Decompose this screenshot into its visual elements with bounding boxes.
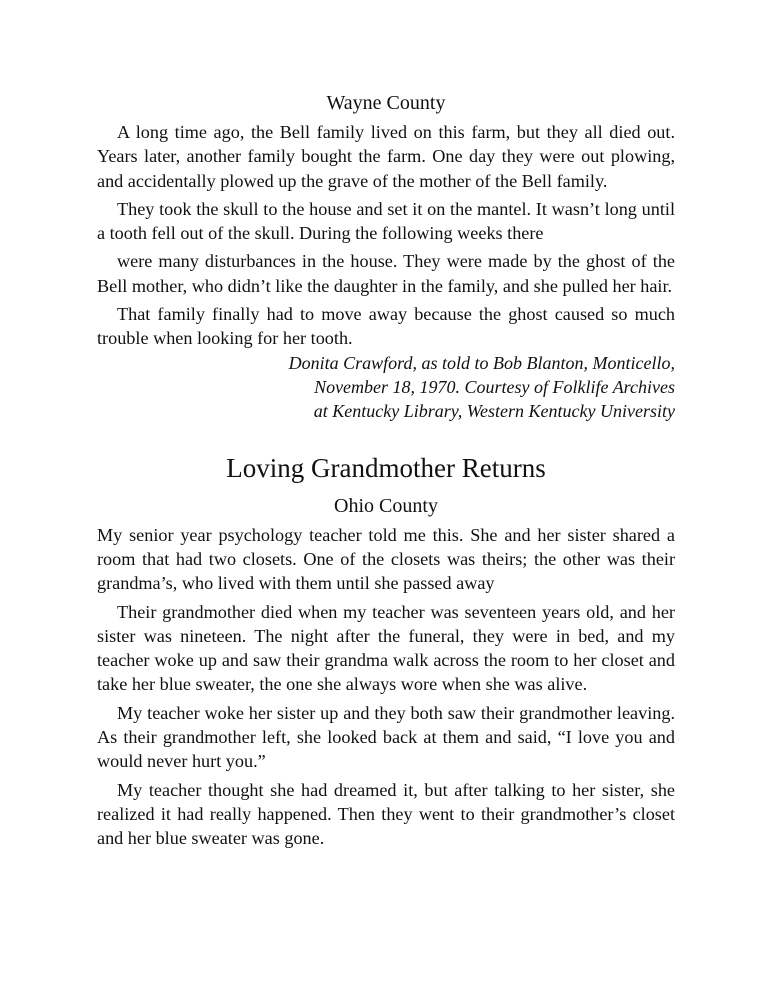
attribution-line-3: at Kentucky Library, Western Kentucky University bbox=[313, 400, 675, 421]
story2-title: Loving Grandmother Returns bbox=[226, 452, 546, 483]
attribution-line-2: November 18, 1970. Courtesy of Folklife Archives bbox=[314, 376, 675, 397]
story1-paragraph-3: were many disturbances in the house. They were made by the ghost of the Bell mother, who didn’t like the daughter in the family, and she pulled her hair. bbox=[97, 251, 675, 296]
story2-paragraph-1: My senior year psychology teacher told me this. She and her sister shared a room that had two closets. One of the closets was theirs; the other was their grandma’s, who lived with them until she passed away bbox=[97, 524, 675, 594]
story1-county-heading: Wayne County bbox=[326, 92, 446, 114]
story2-county-heading: Ohio County bbox=[334, 494, 438, 517]
story1-paragraph-4: That family finally had to move away because the ghost caused so much trouble when looking for her tooth. bbox=[97, 304, 675, 349]
story1-attribution bbox=[97, 351, 675, 423]
story2-paragraph-2: Their grandmother died when my teacher was seventeen years old, and her sister was nineteen. The night after the funeral, they were in bed, and my teacher woke up and saw their grandma walk across the room to her closet and take her blue sweater, the one she always wore when she was alive. bbox=[97, 601, 675, 695]
attribution-line-1: Donita Crawford, as told to Bob Blanton, Monticello, bbox=[288, 352, 675, 373]
story1-paragraph-2: They took the skull to the house and set it on the mantel. It wasn’t long until a tooth fell out of the skull. During the following weeks there bbox=[97, 198, 675, 244]
story2-paragraph-3: My teacher woke her sister up and they both saw their grandmother leaving. As their grandmother left, she looked back at them and said, “I love you and would never hurt you.” bbox=[97, 702, 675, 772]
story1-paragraph-1: A long time ago, the Bell family lived on this farm, but they all died out. Years later, another family bought the farm. One day they were out plowing, and accidentally plowed up the grave of the mother of the Bell family. bbox=[97, 122, 675, 191]
document-page bbox=[97, 88, 675, 851]
story2-paragraph-4: My teacher thought she had dreamed it, but after talking to her sister, she realized it had really happened. Then they went to their grandmother’s closet and her blue sweater was gone. bbox=[97, 779, 675, 849]
